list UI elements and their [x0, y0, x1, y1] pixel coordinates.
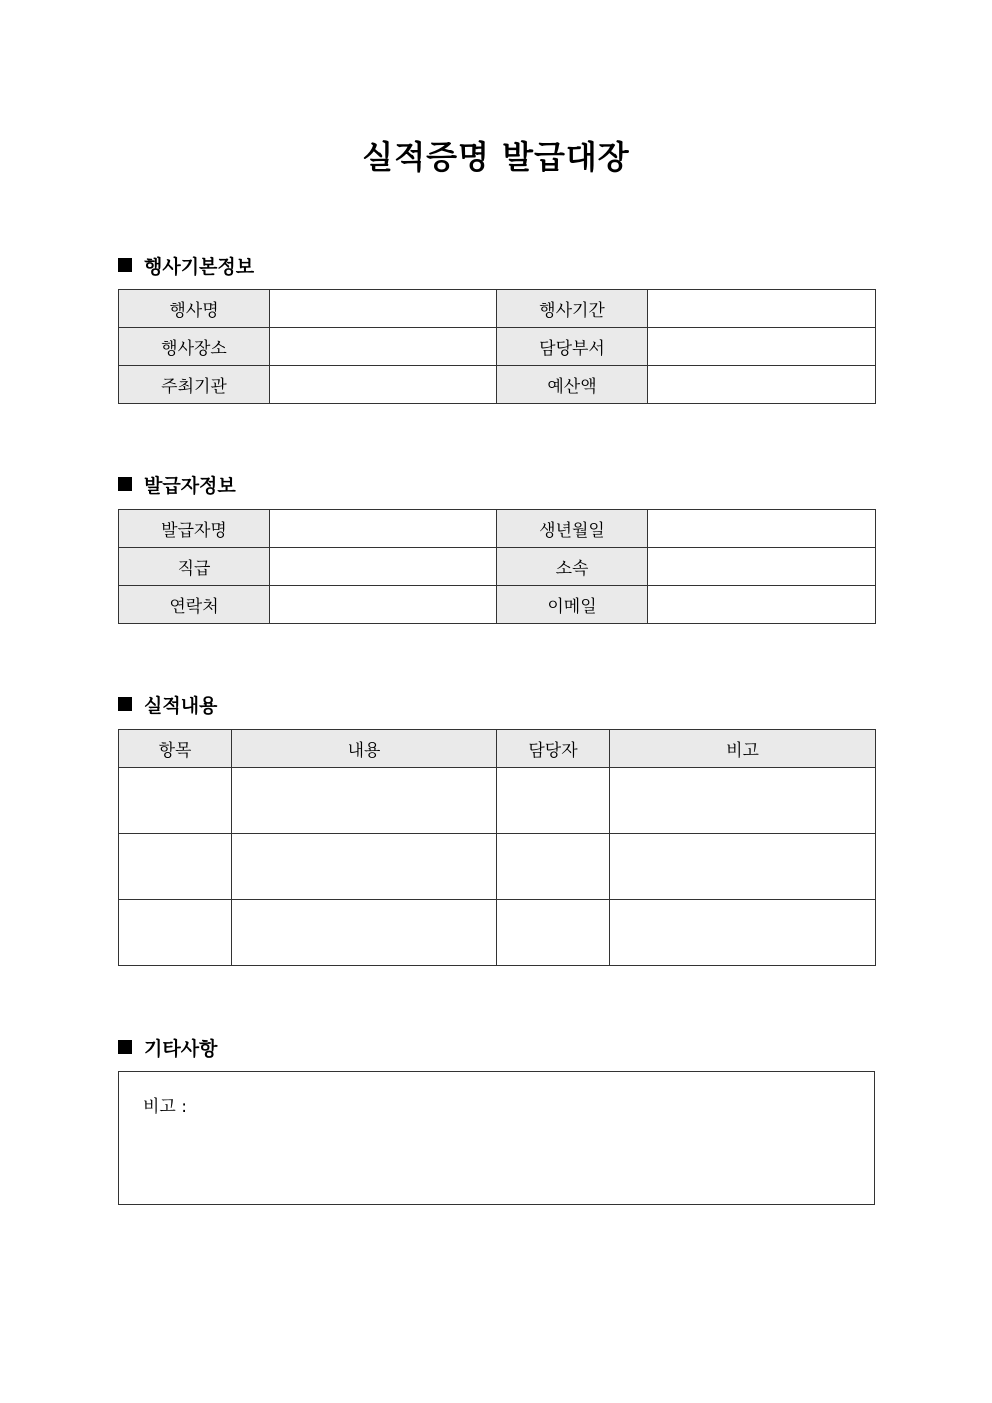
manager-cell[interactable] [497, 834, 610, 900]
label-cell: 행사명 [119, 290, 270, 328]
label-cell: 예산액 [497, 366, 648, 404]
table-row [119, 834, 876, 900]
section-heading-performance [118, 690, 217, 718]
label-cell: 이메일 [497, 586, 648, 624]
section-heading-label: 실적내용 [144, 694, 218, 717]
remarks-cell[interactable] [610, 900, 876, 966]
section-heading-label: 발급자정보 [144, 474, 236, 497]
column-header: 내용 [232, 730, 497, 768]
table-row [119, 328, 876, 366]
event-period-field[interactable] [648, 290, 876, 328]
remarks-cell[interactable] [610, 768, 876, 834]
item-cell[interactable] [119, 900, 232, 966]
event-info-table [118, 289, 876, 404]
item-cell[interactable] [119, 768, 232, 834]
remarks-label: 비고 : [143, 1097, 187, 1117]
department-field[interactable] [648, 328, 876, 366]
label-cell: 연락처 [119, 586, 270, 624]
label-cell: 소속 [497, 548, 648, 586]
label-cell: 직급 [119, 548, 270, 586]
issuer-info-table [118, 509, 876, 624]
host-organization-field[interactable] [270, 366, 497, 404]
item-cell[interactable] [119, 834, 232, 900]
remarks-cell[interactable] [610, 834, 876, 900]
content-cell[interactable] [232, 768, 497, 834]
affiliation-field[interactable] [648, 548, 876, 586]
table-row [119, 290, 876, 328]
event-name-field[interactable] [270, 290, 497, 328]
square-bullet-icon [118, 697, 132, 711]
birth-date-field[interactable] [648, 510, 876, 548]
remarks-box[interactable] [118, 1071, 875, 1205]
table-row [119, 548, 876, 586]
label-cell: 발급자명 [119, 510, 270, 548]
position-field[interactable] [270, 548, 497, 586]
column-header: 항목 [119, 730, 232, 768]
square-bullet-icon [118, 1040, 132, 1054]
section-heading-issuer [118, 470, 236, 498]
contact-field[interactable] [270, 586, 497, 624]
content-cell[interactable] [232, 834, 497, 900]
manager-cell[interactable] [497, 768, 610, 834]
square-bullet-icon [118, 477, 132, 491]
column-header: 비고 [610, 730, 876, 768]
event-venue-field[interactable] [270, 328, 497, 366]
budget-field[interactable] [648, 366, 876, 404]
label-cell: 생년월일 [497, 510, 648, 548]
issuer-name-field[interactable] [270, 510, 497, 548]
table-row [119, 586, 876, 624]
table-row [119, 768, 876, 834]
section-heading-label: 행사기본정보 [144, 255, 255, 278]
label-cell: 주최기관 [119, 366, 270, 404]
email-field[interactable] [648, 586, 876, 624]
column-header: 담당자 [497, 730, 610, 768]
label-cell: 담당부서 [497, 328, 648, 366]
page-title: 실적증명 발급대장 [362, 138, 630, 176]
label-cell: 행사기간 [497, 290, 648, 328]
square-bullet-icon [118, 258, 132, 272]
table-header-row [119, 730, 876, 768]
label-cell: 행사장소 [119, 328, 270, 366]
table-row [119, 900, 876, 966]
section-heading-label: 기타사항 [144, 1037, 218, 1060]
manager-cell[interactable] [497, 900, 610, 966]
section-heading-etc [118, 1033, 217, 1061]
section-heading-event [118, 251, 254, 279]
content-cell[interactable] [232, 900, 497, 966]
table-row [119, 510, 876, 548]
table-row [119, 366, 876, 404]
performance-table [118, 729, 876, 966]
